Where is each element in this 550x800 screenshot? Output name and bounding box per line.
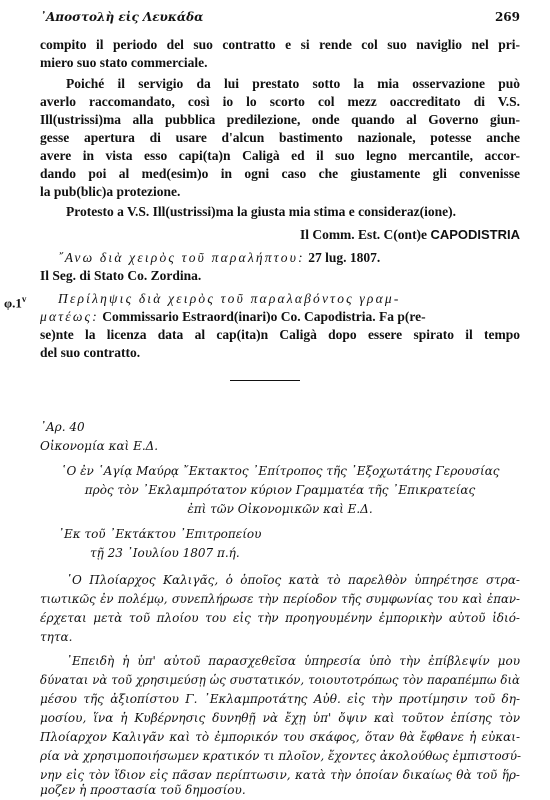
greek-line: ρία νὰ χρησιμοποιήσωμεν κρατικόν τι πλοῖον, ἔχοντες ἀκολούθως ἐμπιστοσύ- <box>40 749 522 763</box>
greek-line: ῾Ο Πλοίαρχος Καλιγᾶς, ὁ ὁποῖος κατὰ τὸ παρελθὸν ὑπηρέτησε στρα- <box>66 573 520 587</box>
text-line: avere in vista esso capi(ta)n Caligà ed il suo legno mercantile, accor- <box>40 148 520 163</box>
greek-line: Πλοίαρχον Καλιγᾶν καὶ τὸ ἐμπορικόν του σκάφος, ὅταν θὰ ἔφθανε ἡ εὐκαι- <box>40 730 520 744</box>
margin-folio <box>4 290 26 313</box>
document-category: Οἰκονομία καὶ Ε.Δ. <box>40 439 159 453</box>
page-number: 269 <box>494 10 520 24</box>
text-line: Poiché il servigio da lui prestato sotto la mia osservazione può <box>66 76 520 91</box>
summary-greek: Περίληψις διὰ χειρὸς τοῦ παραλαβόντος γραμ- <box>58 291 401 306</box>
receipt-date: 27 lug. 1807. <box>308 250 381 265</box>
sender-line: ᾿Εκ τοῦ ᾿Εκτάκτου ᾿Επιτροπείου <box>58 527 262 541</box>
text-line: la pub(blic)a protezione. <box>40 184 181 199</box>
summary-text: Commissario Estraord(inari)o Co. Capodistria. Fa p(re- <box>102 309 426 324</box>
text-line: Ill(ustrissi)ma alla pubblica predilezione, onde quando al Governo giun- <box>40 112 520 127</box>
text-line: averlo raccomandato, così io lo scorto col mezz oaccreditato di V.S. <box>40 94 520 109</box>
secretary-line: Il Seg. di Stato Co. Zordina. <box>40 268 202 283</box>
section-divider <box>230 380 300 381</box>
text-line: se)nte la licenza data al cap(ita)n Caligà dopo essere spirato il tempo <box>40 327 520 342</box>
greek-line: ᾿Επειδὴ ἡ ὑπ' αὐτοῦ παρασχεθεῖσα ὑπηρεσία ὑπὸ τὴν ἐπίβλεψίν μου <box>66 654 520 668</box>
signature-name: CAPODISTRIA <box>430 227 520 242</box>
document-number: ᾿Αρ. 40 <box>40 420 85 434</box>
margin-folio-sup: v <box>21 294 27 304</box>
text-line: dando poi al med(esim)o in ogni caso che giustamente gli convenisse <box>40 166 520 181</box>
greek-line: έρχεται μετὰ τοῦ πλοίου του εἰς τὴν προηγουμένην ἐμπορικὴν αὐτοῦ ἰδιό- <box>40 611 520 625</box>
receipt-note-greek: ῎Ανω διὰ χειρὸς τοῦ παραλήπτου: <box>58 250 305 265</box>
text-line: del suo contratto. <box>40 345 141 360</box>
text-line: gesse apertura di usare d'alcun bastimento nazionale, potesse anche <box>40 130 520 145</box>
greek-line: νην εἰς τὸν ἴδιον εἰς πᾶσαν περίπτωσιν, κατὰ τὴν ὁποίαν δικαίως θὰ τοῦ ἥρ- <box>40 768 520 782</box>
summary-line <box>40 308 520 326</box>
summary-line <box>58 290 520 308</box>
greek-line: τιωτικῶς ἐν πολέμῳ, συνεπλήρωσε τὴν περίοδον τῆς συμφωνίας του καὶ ἐπαν- <box>40 592 520 606</box>
text-line: miero suo stato commerciale. <box>40 55 208 70</box>
receipt-note-line <box>58 249 520 267</box>
text-line: Protesto a V.S. Ill(ustrissi)ma la giusta mia stima e consideraz(ione). <box>66 204 456 219</box>
page-header <box>40 10 520 28</box>
greek-line: τητα. <box>40 630 73 644</box>
date-line: τῇ 23 ᾿Ιουλίου 1807 π.ή. <box>90 546 240 560</box>
greek-line: μέσου τῆς ἀξιοπίστου Γ. ᾿Εκλαμπροτάτης Αὐθ. εἰς τὴν προτίμησιν τοῦ δη- <box>40 692 520 706</box>
text-line: compito il periodo del suo contratto e si rende col suo naviglio nel pri- <box>40 37 520 52</box>
address-line: πρὸς τὸν ᾿Εκλαμπρότατον κύριον Γραμματέα τῆς ᾿Επικρατείας <box>84 483 476 497</box>
greek-line: μοσίου, ἵνα ἡ Κυβέρνησις δυνηθῇ νὰ ἔχῃ ὑπ' ὄψιν καὶ τοῦτον ἐπίσης τὸν <box>40 711 520 725</box>
address-line: ῾Ο ἐν ῾Αγίᾳ Μαύρᾳ ῎Εκτακτος ᾿Επίτροπος τῆς ᾿Εξοχωτάτης Γερουσίας <box>60 464 500 478</box>
greek-line: δύναται νὰ τοῦ χρησιμεύσῃ ὡς συστατικόν, τοιουτοτρόπως τὸν παραπέμπω διὰ <box>40 673 520 687</box>
signature-title: Il Comm. Est. C(ont)e <box>299 227 428 242</box>
margin-folio-text: φ.1 <box>4 295 22 311</box>
running-title: ᾿Αποστολὴ εἰς Λευκάδα <box>40 10 204 24</box>
summary-greek-cont: ματέως: <box>40 309 99 324</box>
address-line: ἐπὶ τῶν Οἰκονομικῶν καὶ Ε.Δ. <box>187 502 373 516</box>
greek-line: μοζεν ἡ προστασία τοῦ δημοσίου. <box>40 783 246 797</box>
signature-line <box>40 226 520 244</box>
